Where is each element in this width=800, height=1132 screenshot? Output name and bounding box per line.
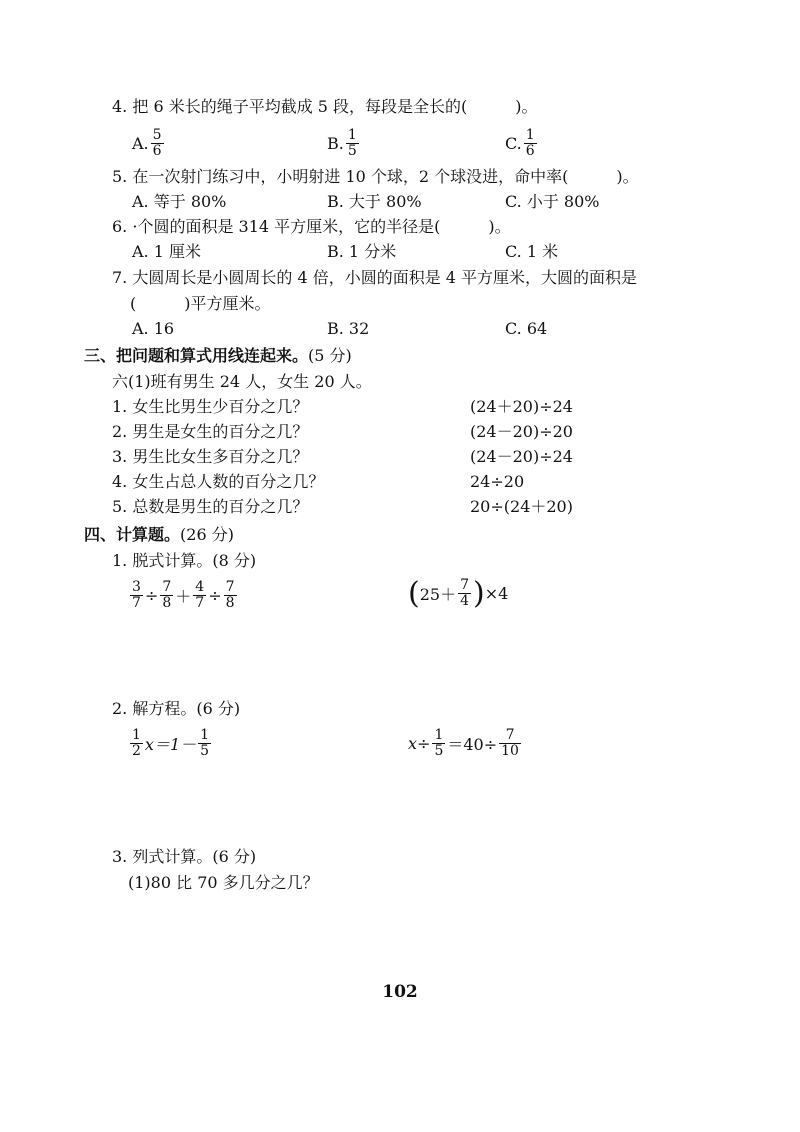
page-number: 102	[382, 982, 418, 1002]
question-6: 6. ·个圆的面积是 314 平方厘米，它的半径是( )。	[112, 217, 511, 236]
part-1-title: 1. 脱式计算。(8 分)	[112, 551, 257, 570]
q4-option-c: C. $\frac{1}{6}$	[505, 127, 535, 159]
q6-option-c: C. 1 米	[505, 242, 559, 261]
match-question: 3. 男生比女生多百分之几？	[112, 447, 309, 466]
q6-option-b: B. 1 分米	[327, 242, 397, 261]
q5-option-a: A. 等于 80%	[132, 192, 227, 211]
q7-option-b: B. 32	[327, 319, 370, 338]
part-3-question-1: (1)80 比 70 多几分之几？	[128, 873, 319, 892]
q5-option-b: B. 大于 80%	[327, 192, 422, 211]
q4-option-b: B. $\frac{1}{5}$	[327, 127, 357, 159]
match-formula: 20÷(24＋20)	[470, 497, 573, 516]
equation-1: $\frac{1}{2}$ x＝1－ $\frac{1}{5}$	[132, 727, 210, 759]
q5-option-c: C. 小于 80%	[505, 192, 600, 211]
q7-option-c: C. 64	[505, 319, 548, 338]
match-formula: (24－20)÷20	[470, 422, 573, 441]
equation-2: x÷ $\frac{1}{5}$ ＝40÷ $\frac{7}{10}$	[408, 727, 519, 759]
section-3-heading: 三、把问题和算式用线连起来。(5 分)	[84, 346, 352, 365]
match-question: 4. 女生占总人数的百分之几？	[112, 472, 325, 491]
part-3-title: 3. 列式计算。(6 分)	[112, 847, 257, 866]
section-3-intro: 六(1)班有男生 24 人，女生 20 人。	[112, 372, 372, 391]
question-5: 5. 在一次射门练习中，小明射进 10 个球，2 个球没进，命中率( )。	[112, 167, 639, 186]
question-4: 4. 把 6 米长的绳子平均截成 5 段，每段是全长的( )。	[112, 97, 538, 116]
match-formula: (24－20)÷24	[470, 447, 573, 466]
question-7-line2: ( )平方厘米。	[130, 294, 271, 313]
match-question: 2. 男生是女生的百分之几？	[112, 422, 309, 441]
expression-2: ( 25＋ $\frac{7}{4}$ ) ×4	[408, 575, 509, 611]
fraction: $\frac{1}{5}$	[347, 127, 357, 159]
match-question: 5. 总数是男生的百分之几？	[112, 497, 309, 516]
fraction: $\frac{1}{6}$	[525, 127, 535, 159]
section-4-heading: 四、计算题。(26 分)	[84, 525, 234, 544]
match-formula: (24＋20)÷24	[470, 397, 573, 416]
q6-option-a: A. 1 厘米	[132, 242, 201, 261]
expression-1: $\frac{3}{7}$ ÷ $\frac{7}{8}$ ＋ $\frac{4}{7}$ ÷ $\frac{7}{8}$	[132, 579, 235, 611]
q7-option-a: A. 16	[132, 319, 175, 338]
match-formula: 24÷20	[470, 472, 525, 491]
fraction: $\frac{5}{6}$	[152, 127, 162, 159]
part-2-title: 2. 解方程。(6 分)	[112, 699, 241, 718]
q4-option-a: A. $\frac{5}{6}$	[132, 127, 162, 159]
question-7-line1: 7. 大圆周长是小圆周长的 4 倍，小圆的面积是 4 平方厘米，大圆的面积是	[112, 268, 638, 287]
match-question: 1. 女生比男生少百分之几？	[112, 397, 309, 416]
